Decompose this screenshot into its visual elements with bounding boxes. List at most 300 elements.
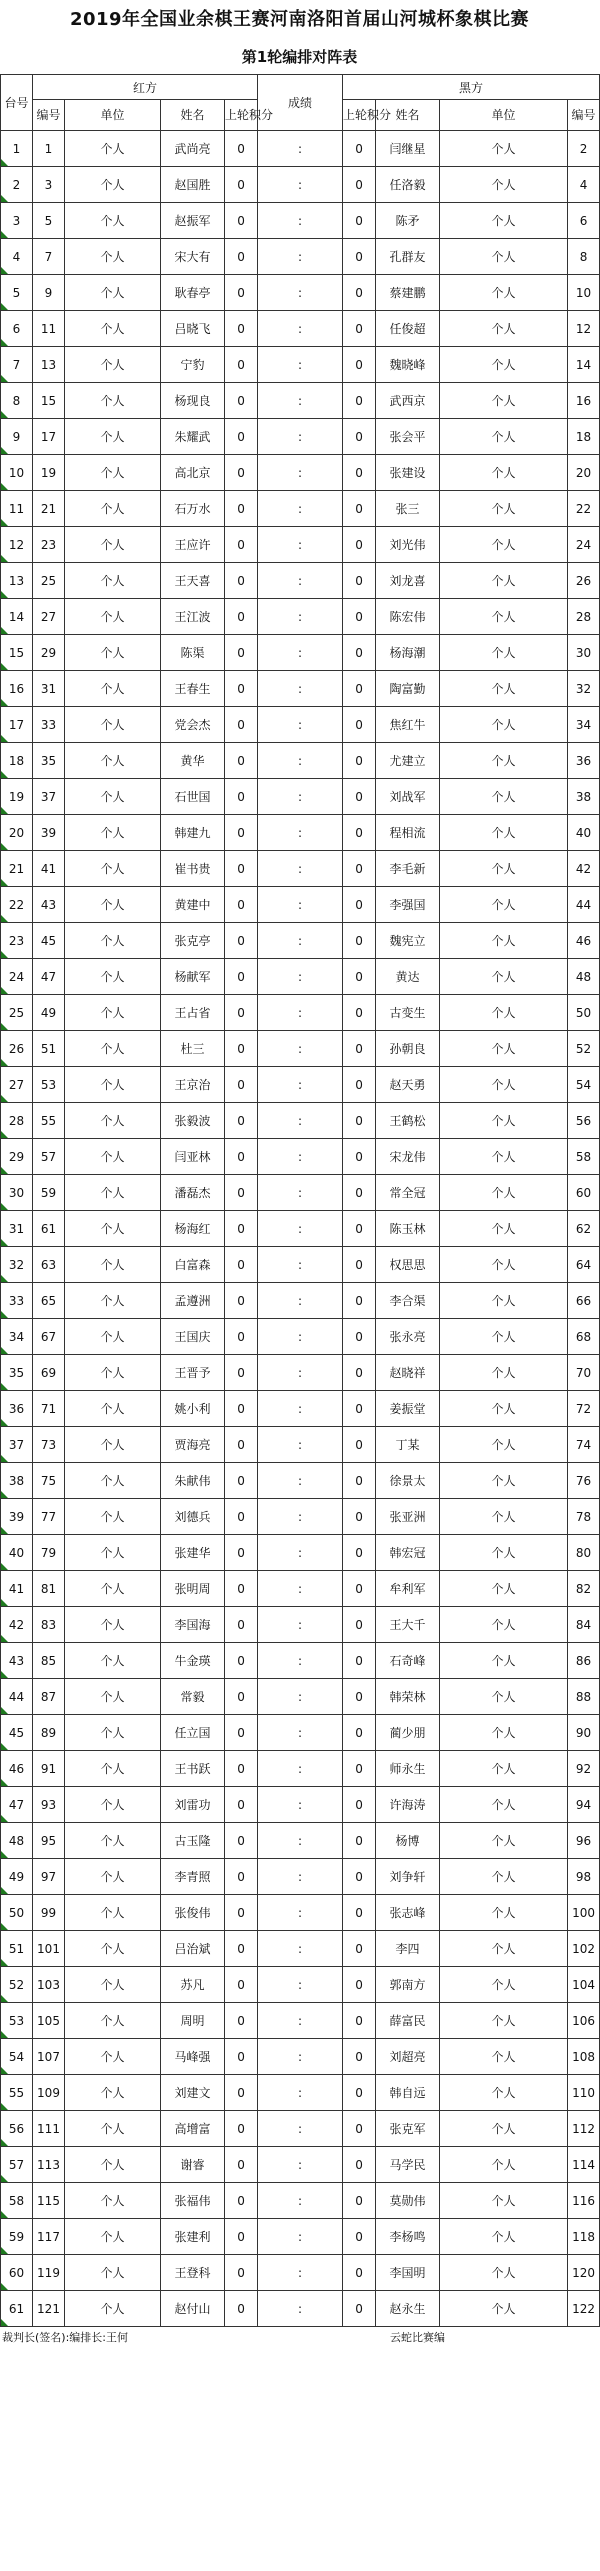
red-number-cell: 55 <box>33 1103 65 1139</box>
black-name-cell: 孙朝良 <box>376 1031 440 1067</box>
red-unit-cell: 个人 <box>65 239 161 275</box>
black-number-cell: 104 <box>568 1967 600 2003</box>
red-prev-score-cell: 0 <box>225 815 258 851</box>
result-cell: : <box>258 1895 343 1931</box>
pairing-rows <box>1 131 600 2327</box>
black-number-cell: 8 <box>568 239 600 275</box>
black-name-cell: 丁某 <box>376 1427 440 1463</box>
black-unit-cell: 个人 <box>440 1823 568 1859</box>
red-prev-score-cell: 0 <box>225 959 258 995</box>
black-prev-score-cell: 0 <box>343 311 376 347</box>
table-row <box>1 779 600 815</box>
black-name-cell: 张志峰 <box>376 1895 440 1931</box>
corner-marker-icon <box>1 699 8 706</box>
black-name-cell: 刘光伟 <box>376 527 440 563</box>
black-prev-score-cell: 0 <box>343 2003 376 2039</box>
black-name-cell: 任俊超 <box>376 311 440 347</box>
red-prev-score-cell: 0 <box>225 2003 258 2039</box>
result-cell: : <box>258 1211 343 1247</box>
red-name-cell: 王天喜 <box>161 563 225 599</box>
black-unit-cell: 个人 <box>440 1463 568 1499</box>
red-name-cell: 王应许 <box>161 527 225 563</box>
corner-marker-icon <box>1 303 8 310</box>
corner-marker-icon <box>1 1743 8 1750</box>
red-number-cell: 89 <box>33 1715 65 1751</box>
table-number-cell <box>1 743 33 779</box>
table-number-cell <box>1 635 33 671</box>
table-number-label: 29 <box>8 1149 25 1164</box>
table-row <box>1 1211 600 1247</box>
table-row <box>1 527 600 563</box>
red-name-cell: 刘雷功 <box>161 1787 225 1823</box>
black-unit-cell: 个人 <box>440 635 568 671</box>
table-row <box>1 635 600 671</box>
black-name-cell: 李杨鸣 <box>376 2219 440 2255</box>
corner-marker-icon <box>1 1059 8 1066</box>
red-number-cell: 97 <box>33 1859 65 1895</box>
black-name-cell: 姜振堂 <box>376 1391 440 1427</box>
table-number-cell <box>1 2183 33 2219</box>
red-prev-score-cell: 0 <box>225 1319 258 1355</box>
table-row <box>1 1067 600 1103</box>
table-number-cell <box>1 2111 33 2147</box>
black-number-cell: 118 <box>568 2219 600 2255</box>
red-number-cell: 103 <box>33 1967 65 2003</box>
table-number-label: 38 <box>8 1473 25 1488</box>
black-number-cell: 100 <box>568 1895 600 1931</box>
red-unit-cell: 个人 <box>65 2255 161 2291</box>
table-row <box>1 995 600 1031</box>
corner-marker-icon <box>1 519 8 526</box>
red-unit-cell: 个人 <box>65 707 161 743</box>
red-name-cell: 刘德兵 <box>161 1499 225 1535</box>
red-prev-score-cell: 0 <box>225 707 258 743</box>
black-prev-score-cell: 0 <box>343 1031 376 1067</box>
black-prev-score-cell: 0 <box>343 131 376 167</box>
table-row <box>1 1823 600 1859</box>
corner-marker-icon <box>1 375 8 382</box>
table-number-label: 6 <box>12 321 21 336</box>
red-unit-cell: 个人 <box>65 419 161 455</box>
black-unit-cell: 个人 <box>440 851 568 887</box>
result-cell: : <box>258 707 343 743</box>
red-prev-score-cell: 0 <box>225 2183 258 2219</box>
result-cell: : <box>258 347 343 383</box>
black-name-cell: 韩宏冠 <box>376 1535 440 1571</box>
red-unit-cell: 个人 <box>65 455 161 491</box>
black-unit-cell: 个人 <box>440 1175 568 1211</box>
red-prev-score-cell: 0 <box>225 347 258 383</box>
table-number-label: 45 <box>8 1725 25 1740</box>
table-number-cell <box>1 2219 33 2255</box>
red-prev-score-cell: 0 <box>225 131 258 167</box>
black-number-cell: 4 <box>568 167 600 203</box>
black-name-cell: 程相流 <box>376 815 440 851</box>
red-name-cell: 任立国 <box>161 1715 225 1751</box>
black-name-cell: 张三 <box>376 491 440 527</box>
black-prev-score-cell: 0 <box>343 1283 376 1319</box>
black-number-cell: 48 <box>568 959 600 995</box>
table-number-label: 33 <box>8 1293 25 1308</box>
header-black-number: 编号 <box>568 100 600 131</box>
table-row <box>1 1175 600 1211</box>
table-number-cell <box>1 455 33 491</box>
black-unit-cell: 个人 <box>440 1427 568 1463</box>
red-number-cell: 35 <box>33 743 65 779</box>
black-name-cell: 刘超亮 <box>376 2039 440 2075</box>
corner-marker-icon <box>1 915 8 922</box>
corner-marker-icon <box>1 2283 8 2290</box>
red-name-cell: 张毅波 <box>161 1103 225 1139</box>
black-unit-cell: 个人 <box>440 599 568 635</box>
corner-marker-icon <box>1 2067 8 2074</box>
red-unit-cell: 个人 <box>65 1391 161 1427</box>
table-number-label: 11 <box>8 501 25 516</box>
header-row-top <box>1 75 600 100</box>
black-prev-score-cell: 0 <box>343 1067 376 1103</box>
result-cell: : <box>258 2111 343 2147</box>
table-number-cell <box>1 131 33 167</box>
corner-marker-icon <box>1 1455 8 1462</box>
red-unit-cell: 个人 <box>65 887 161 923</box>
black-number-cell: 16 <box>568 383 600 419</box>
table-number-label: 35 <box>8 1365 25 1380</box>
black-prev-score-cell: 0 <box>343 167 376 203</box>
corner-marker-icon <box>1 1239 8 1246</box>
red-unit-cell: 个人 <box>65 1931 161 1967</box>
black-number-cell: 12 <box>568 311 600 347</box>
result-cell: : <box>258 671 343 707</box>
black-prev-score-cell: 0 <box>343 2075 376 2111</box>
table-number-cell <box>1 2075 33 2111</box>
black-prev-score-cell: 0 <box>343 959 376 995</box>
corner-marker-icon <box>1 2175 8 2182</box>
red-number-cell: 65 <box>33 1283 65 1319</box>
black-prev-score-cell: 0 <box>343 1787 376 1823</box>
footer <box>0 2327 599 2349</box>
red-name-cell: 牛金瑛 <box>161 1643 225 1679</box>
black-number-cell: 24 <box>568 527 600 563</box>
red-prev-score-cell: 0 <box>225 779 258 815</box>
table-number-label: 20 <box>8 825 25 840</box>
black-name-cell: 张亚洲 <box>376 1499 440 1535</box>
black-unit-cell: 个人 <box>440 779 568 815</box>
table-number-cell <box>1 2003 33 2039</box>
red-prev-score-cell: 0 <box>225 1463 258 1499</box>
corner-marker-icon <box>1 1491 8 1498</box>
result-cell: : <box>258 1175 343 1211</box>
black-unit-cell: 个人 <box>440 203 568 239</box>
red-name-cell: 王晋予 <box>161 1355 225 1391</box>
table-number-cell <box>1 2255 33 2291</box>
black-unit-cell: 个人 <box>440 887 568 923</box>
black-number-cell: 78 <box>568 1499 600 1535</box>
black-name-cell: 任洛毅 <box>376 167 440 203</box>
table-row <box>1 923 600 959</box>
black-number-cell: 96 <box>568 1823 600 1859</box>
table-number-label: 15 <box>8 645 25 660</box>
corner-marker-icon <box>1 1131 8 1138</box>
red-number-cell: 1 <box>33 131 65 167</box>
red-number-cell: 111 <box>33 2111 65 2147</box>
red-name-cell: 常毅 <box>161 1679 225 1715</box>
red-name-cell: 杨海红 <box>161 1211 225 1247</box>
red-name-cell: 张明周 <box>161 1571 225 1607</box>
black-unit-cell: 个人 <box>440 1679 568 1715</box>
table-number-label: 9 <box>12 429 21 444</box>
table-number-label: 2 <box>12 177 21 192</box>
table-row <box>1 1139 600 1175</box>
corner-marker-icon <box>1 627 8 634</box>
header-black-unit: 单位 <box>440 100 568 131</box>
red-number-cell: 27 <box>33 599 65 635</box>
corner-marker-icon <box>1 1671 8 1678</box>
corner-marker-icon <box>1 231 8 238</box>
black-prev-score-cell: 0 <box>343 779 376 815</box>
result-cell: : <box>258 419 343 455</box>
red-name-cell: 赵振军 <box>161 203 225 239</box>
red-prev-score-cell: 0 <box>225 1355 258 1391</box>
table-number-label: 22 <box>8 897 25 912</box>
black-name-cell: 魏宪立 <box>376 923 440 959</box>
table-number-cell <box>1 1391 33 1427</box>
red-unit-cell: 个人 <box>65 311 161 347</box>
result-cell: : <box>258 1859 343 1895</box>
table-row <box>1 2183 600 2219</box>
corner-marker-icon <box>1 339 8 346</box>
result-cell: : <box>258 527 343 563</box>
black-name-cell: 李强国 <box>376 887 440 923</box>
red-prev-score-cell: 0 <box>225 1679 258 1715</box>
red-unit-cell: 个人 <box>65 1103 161 1139</box>
table-number-label: 49 <box>8 1869 25 1884</box>
red-prev-score-cell: 0 <box>225 203 258 239</box>
black-number-cell: 18 <box>568 419 600 455</box>
black-number-cell: 82 <box>568 1571 600 1607</box>
black-prev-score-cell: 0 <box>343 347 376 383</box>
red-number-cell: 121 <box>33 2291 65 2327</box>
result-cell: : <box>258 1319 343 1355</box>
table-row <box>1 1247 600 1283</box>
corner-marker-icon <box>1 1851 8 1858</box>
corner-marker-icon <box>1 2247 8 2254</box>
red-number-cell: 71 <box>33 1391 65 1427</box>
result-cell: : <box>258 2075 343 2111</box>
black-name-cell: 牟利军 <box>376 1571 440 1607</box>
black-unit-cell: 个人 <box>440 1355 568 1391</box>
red-name-cell: 吕治斌 <box>161 1931 225 1967</box>
table-number-label: 19 <box>8 789 25 804</box>
table-row <box>1 851 600 887</box>
table-number-cell <box>1 959 33 995</box>
black-number-cell: 38 <box>568 779 600 815</box>
table-number-cell <box>1 1247 33 1283</box>
black-name-cell: 魏晓峰 <box>376 347 440 383</box>
black-prev-score-cell: 0 <box>343 1139 376 1175</box>
round-subtitle: 第1轮编排对阵表 <box>241 48 358 66</box>
black-name-cell: 陈宏伟 <box>376 599 440 635</box>
black-prev-score-cell: 0 <box>343 275 376 311</box>
table-number-cell <box>1 563 33 599</box>
table-number-label: 51 <box>8 1941 25 1956</box>
black-number-cell: 56 <box>568 1103 600 1139</box>
black-number-cell: 46 <box>568 923 600 959</box>
table-number-label: 46 <box>8 1761 25 1776</box>
red-prev-score-cell: 0 <box>225 671 258 707</box>
black-prev-score-cell: 0 <box>343 1679 376 1715</box>
red-unit-cell: 个人 <box>65 959 161 995</box>
red-name-cell: 石世国 <box>161 779 225 815</box>
table-number-cell <box>1 527 33 563</box>
black-name-cell: 刘争轩 <box>376 1859 440 1895</box>
red-name-cell: 杜三 <box>161 1031 225 1067</box>
table-number-label: 50 <box>8 1905 25 1920</box>
corner-marker-icon <box>1 411 8 418</box>
black-name-cell: 陶富勤 <box>376 671 440 707</box>
result-cell: : <box>258 1751 343 1787</box>
black-prev-score-cell: 0 <box>343 1211 376 1247</box>
red-number-cell: 113 <box>33 2147 65 2183</box>
result-cell: : <box>258 563 343 599</box>
table-number-label: 30 <box>8 1185 25 1200</box>
header-result: 成绩 <box>258 75 343 131</box>
black-name-cell: 郭南方 <box>376 1967 440 2003</box>
red-unit-cell: 个人 <box>65 1607 161 1643</box>
corner-marker-icon <box>1 771 8 778</box>
red-number-cell: 37 <box>33 779 65 815</box>
table-row <box>1 275 600 311</box>
black-number-cell: 94 <box>568 1787 600 1823</box>
red-prev-score-cell: 0 <box>225 2291 258 2327</box>
red-name-cell: 黄建中 <box>161 887 225 923</box>
red-name-cell: 张克亭 <box>161 923 225 959</box>
black-prev-score-cell: 0 <box>343 743 376 779</box>
result-cell: : <box>258 203 343 239</box>
black-name-cell: 李国明 <box>376 2255 440 2291</box>
red-prev-score-cell: 0 <box>225 311 258 347</box>
black-unit-cell: 个人 <box>440 1031 568 1067</box>
red-name-cell: 耿春亭 <box>161 275 225 311</box>
black-number-cell: 60 <box>568 1175 600 1211</box>
black-name-cell: 宋龙伟 <box>376 1139 440 1175</box>
red-prev-score-cell: 0 <box>225 1787 258 1823</box>
result-cell: : <box>258 743 343 779</box>
header-red-unit: 单位 <box>65 100 161 131</box>
black-unit-cell: 个人 <box>440 1067 568 1103</box>
table-number-cell <box>1 311 33 347</box>
corner-marker-icon <box>1 1599 8 1606</box>
corner-marker-icon <box>1 159 8 166</box>
black-unit-cell: 个人 <box>440 1787 568 1823</box>
table-row <box>1 383 600 419</box>
black-prev-score-cell: 0 <box>343 1895 376 1931</box>
black-prev-score-cell: 0 <box>343 2039 376 2075</box>
red-name-cell: 孟遵洲 <box>161 1283 225 1319</box>
black-prev-score-cell: 0 <box>343 1427 376 1463</box>
black-prev-score-cell: 0 <box>343 1751 376 1787</box>
red-name-cell: 赵付山 <box>161 2291 225 2327</box>
black-name-cell: 尤建立 <box>376 743 440 779</box>
black-unit-cell: 个人 <box>440 1103 568 1139</box>
red-unit-cell: 个人 <box>65 1751 161 1787</box>
red-number-cell: 31 <box>33 671 65 707</box>
red-unit-cell: 个人 <box>65 1967 161 2003</box>
corner-marker-icon <box>1 1023 8 1030</box>
black-prev-score-cell: 0 <box>343 671 376 707</box>
table-row <box>1 1103 600 1139</box>
table-number-cell <box>1 2291 33 2327</box>
red-name-cell: 刘建文 <box>161 2075 225 2111</box>
black-prev-score-cell: 0 <box>343 455 376 491</box>
black-number-cell: 84 <box>568 1607 600 1643</box>
red-name-cell: 王春生 <box>161 671 225 707</box>
red-number-cell: 51 <box>33 1031 65 1067</box>
red-prev-score-cell: 0 <box>225 275 258 311</box>
result-cell: : <box>258 923 343 959</box>
red-number-cell: 57 <box>33 1139 65 1175</box>
red-unit-cell: 个人 <box>65 1679 161 1715</box>
black-number-cell: 90 <box>568 1715 600 1751</box>
red-number-cell: 45 <box>33 923 65 959</box>
red-name-cell: 韩建九 <box>161 815 225 851</box>
black-prev-score-cell: 0 <box>343 1931 376 1967</box>
black-unit-cell: 个人 <box>440 1967 568 2003</box>
table-row <box>1 707 600 743</box>
header-black-name: 姓名 <box>376 100 440 131</box>
red-number-cell: 25 <box>33 563 65 599</box>
red-number-cell: 33 <box>33 707 65 743</box>
result-cell: : <box>258 1283 343 1319</box>
red-name-cell: 杨现良 <box>161 383 225 419</box>
table-number-label: 31 <box>8 1221 25 1236</box>
black-unit-cell: 个人 <box>440 923 568 959</box>
black-unit-cell: 个人 <box>440 527 568 563</box>
result-cell: : <box>258 2183 343 2219</box>
red-number-cell: 107 <box>33 2039 65 2075</box>
table-row <box>1 2075 600 2111</box>
table-number-label: 58 <box>8 2193 25 2208</box>
black-name-cell: 杨博 <box>376 1823 440 1859</box>
result-cell: : <box>258 2147 343 2183</box>
red-prev-score-cell: 0 <box>225 2111 258 2147</box>
table-row <box>1 599 600 635</box>
red-prev-score-cell: 0 <box>225 419 258 455</box>
table-number-label: 48 <box>8 1833 25 1848</box>
red-name-cell: 周明 <box>161 2003 225 2039</box>
table-number-cell <box>1 1931 33 1967</box>
corner-marker-icon <box>1 735 8 742</box>
table-number-cell <box>1 707 33 743</box>
black-number-cell: 112 <box>568 2111 600 2147</box>
header-red-prev-score: 上轮积分 <box>225 100 258 131</box>
red-unit-cell: 个人 <box>65 815 161 851</box>
red-unit-cell: 个人 <box>65 1355 161 1391</box>
red-unit-cell: 个人 <box>65 1463 161 1499</box>
red-number-cell: 93 <box>33 1787 65 1823</box>
result-cell: : <box>258 1643 343 1679</box>
black-prev-score-cell: 0 <box>343 995 376 1031</box>
red-unit-cell: 个人 <box>65 347 161 383</box>
black-name-cell: 李四 <box>376 1931 440 1967</box>
table-number-cell <box>1 383 33 419</box>
red-unit-cell: 个人 <box>65 923 161 959</box>
result-cell: : <box>258 2039 343 2075</box>
corner-marker-icon <box>1 1815 8 1822</box>
table-number-cell <box>1 419 33 455</box>
black-unit-cell: 个人 <box>440 347 568 383</box>
result-cell: : <box>258 2255 343 2291</box>
black-number-cell: 36 <box>568 743 600 779</box>
